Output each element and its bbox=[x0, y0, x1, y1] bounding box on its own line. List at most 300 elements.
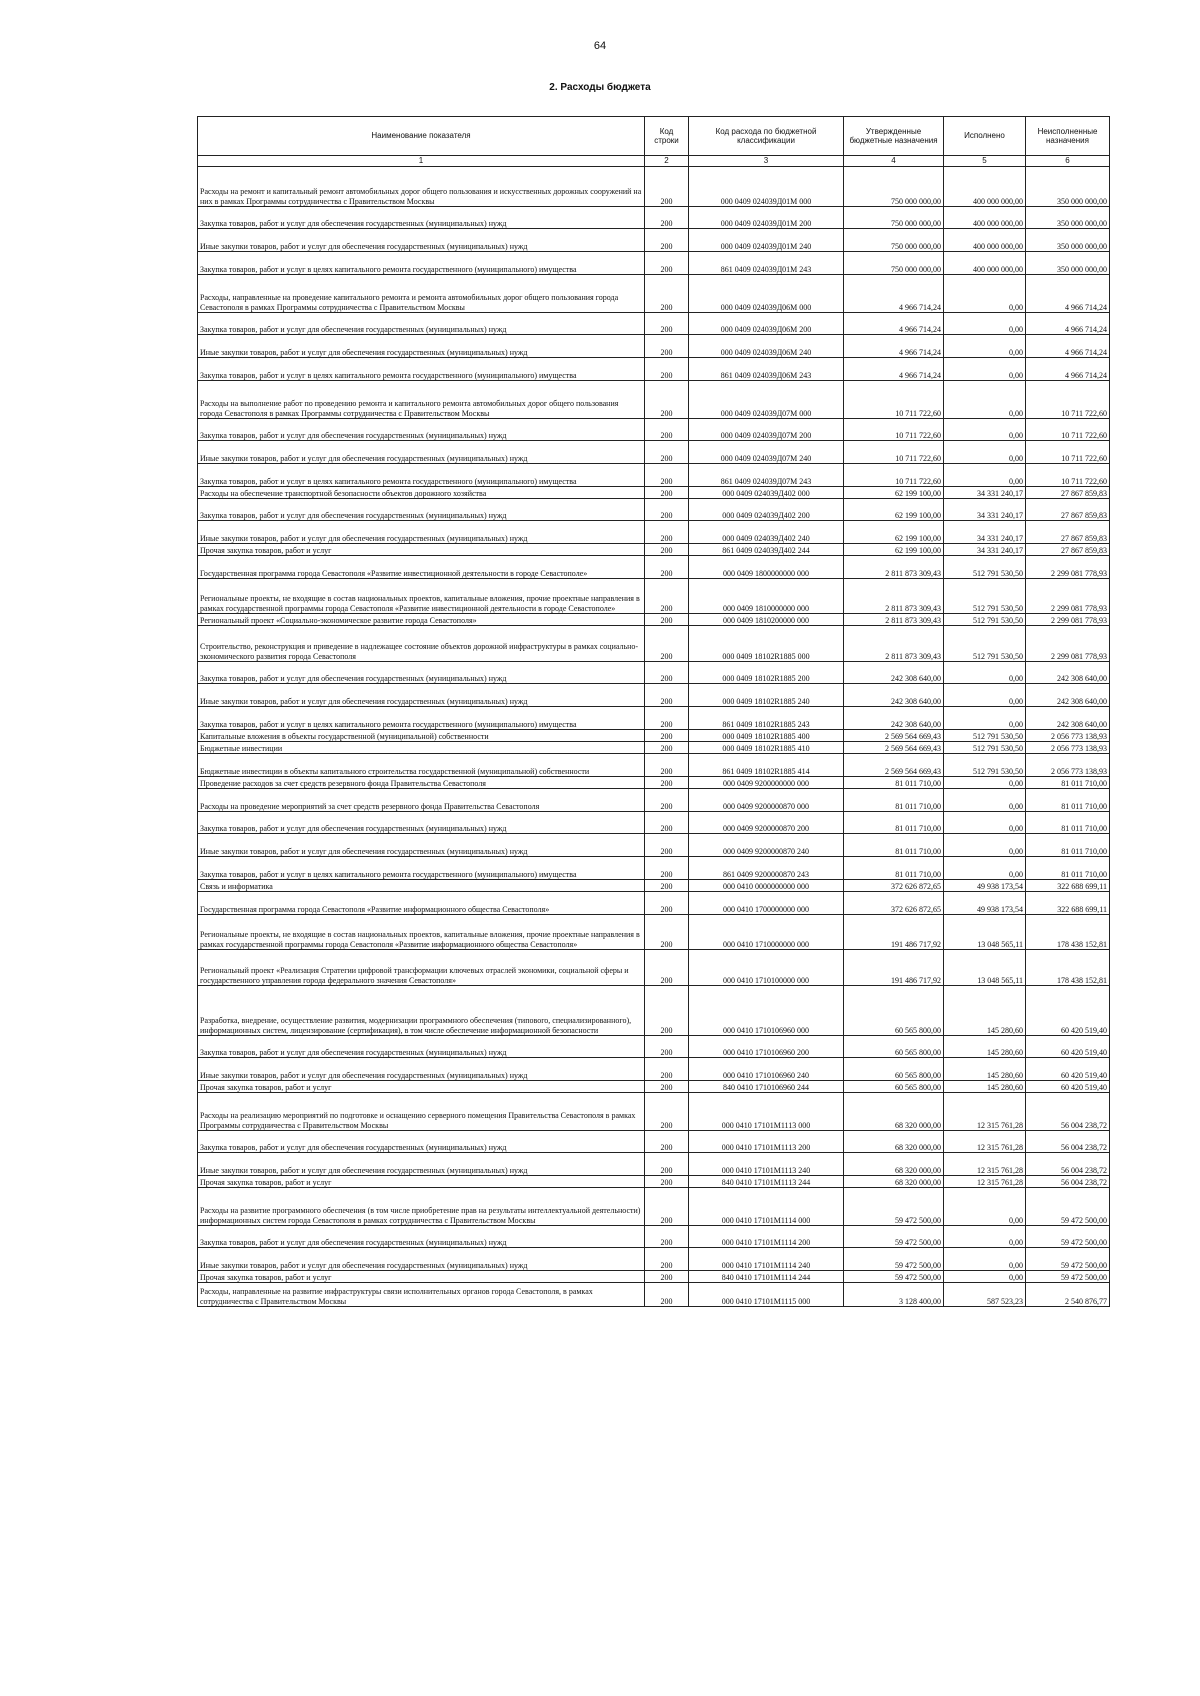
line-code-cell: 200 bbox=[645, 880, 689, 892]
line-code-cell: 200 bbox=[645, 167, 689, 207]
executed-amount-cell: 0,00 bbox=[944, 684, 1026, 707]
approved-amount-cell: 60 565 800,00 bbox=[844, 986, 944, 1036]
header-approved: Утвержденные бюджетные назначения bbox=[844, 117, 944, 156]
approved-amount-cell: 10 711 722,60 bbox=[844, 464, 944, 487]
executed-amount-cell: 13 048 565,11 bbox=[944, 915, 1026, 950]
table-body bbox=[198, 156, 1110, 1307]
column-number: 4 bbox=[844, 156, 944, 167]
approved-amount-cell: 750 000 000,00 bbox=[844, 252, 944, 275]
executed-amount-cell: 0,00 bbox=[944, 707, 1026, 730]
approved-amount-cell: 2 811 873 309,43 bbox=[844, 626, 944, 662]
table-row bbox=[198, 1093, 1110, 1131]
table-row bbox=[198, 1271, 1110, 1283]
table-row bbox=[198, 441, 1110, 464]
unexecuted-amount-cell: 60 420 519,40 bbox=[1026, 1081, 1110, 1093]
unexecuted-amount-cell: 242 308 640,00 bbox=[1026, 662, 1110, 684]
expense-code-cell: 861 0409 18102R1885 243 bbox=[689, 707, 844, 730]
line-code-cell: 200 bbox=[645, 915, 689, 950]
table-row bbox=[198, 857, 1110, 880]
expense-code-cell: 000 0409 1800000000 000 bbox=[689, 556, 844, 579]
approved-amount-cell: 191 486 717,92 bbox=[844, 950, 944, 986]
executed-amount-cell: 0,00 bbox=[944, 313, 1026, 335]
approved-amount-cell: 10 711 722,60 bbox=[844, 419, 944, 441]
table-row bbox=[198, 1081, 1110, 1093]
table-row bbox=[198, 1058, 1110, 1081]
unexecuted-amount-cell: 59 472 500,00 bbox=[1026, 1188, 1110, 1226]
expense-code-cell: 840 0410 17101М1113 244 bbox=[689, 1176, 844, 1188]
indicator-name-cell: Иные закупки товаров, работ и услуг для обеспечения государственных (муниципальных) нужд bbox=[198, 684, 645, 707]
line-code-cell: 200 bbox=[645, 892, 689, 915]
approved-amount-cell: 59 472 500,00 bbox=[844, 1271, 944, 1283]
expense-code-cell: 000 0409 9200000000 000 bbox=[689, 777, 844, 789]
unexecuted-amount-cell: 10 711 722,60 bbox=[1026, 381, 1110, 419]
executed-amount-cell: 13 048 565,11 bbox=[944, 950, 1026, 986]
expense-code-cell: 000 0409 024039Д402 000 bbox=[689, 487, 844, 499]
line-code-cell: 200 bbox=[645, 857, 689, 880]
table-row bbox=[198, 521, 1110, 544]
expense-code-cell: 000 0410 17101М1115 000 bbox=[689, 1283, 844, 1307]
expense-code-cell: 000 0409 1810200000 000 bbox=[689, 614, 844, 626]
expense-code-cell: 000 0410 1710106960 240 bbox=[689, 1058, 844, 1081]
line-code-cell: 200 bbox=[645, 579, 689, 614]
table-row bbox=[198, 335, 1110, 358]
table-row bbox=[198, 207, 1110, 229]
executed-amount-cell: 400 000 000,00 bbox=[944, 207, 1026, 229]
executed-amount-cell: 0,00 bbox=[944, 1188, 1026, 1226]
table-row bbox=[198, 275, 1110, 313]
executed-amount-cell: 512 791 530,50 bbox=[944, 742, 1026, 754]
unexecuted-amount-cell: 27 867 859,83 bbox=[1026, 487, 1110, 499]
expense-code-cell: 000 0410 17101М1114 240 bbox=[689, 1248, 844, 1271]
indicator-name-cell: Иные закупки товаров, работ и услуг для обеспечения государственных (муниципальных) нужд bbox=[198, 834, 645, 857]
unexecuted-amount-cell: 59 472 500,00 bbox=[1026, 1248, 1110, 1271]
unexecuted-amount-cell: 242 308 640,00 bbox=[1026, 707, 1110, 730]
unexecuted-amount-cell: 2 056 773 138,93 bbox=[1026, 742, 1110, 754]
approved-amount-cell: 81 011 710,00 bbox=[844, 834, 944, 857]
unexecuted-amount-cell: 2 299 081 778,93 bbox=[1026, 579, 1110, 614]
table-row bbox=[198, 1153, 1110, 1176]
indicator-name-cell: Закупка товаров, работ и услуг для обеспечения государственных (муниципальных) нужд bbox=[198, 499, 645, 521]
table-row bbox=[198, 742, 1110, 754]
approved-amount-cell: 2 569 564 669,43 bbox=[844, 730, 944, 742]
expense-code-cell: 861 0409 024039Д07М 243 bbox=[689, 464, 844, 487]
approved-amount-cell: 60 565 800,00 bbox=[844, 1081, 944, 1093]
indicator-name-cell: Закупка товаров, работ и услуг в целях капитального ремонта государственного (муниципального) имущества bbox=[198, 707, 645, 730]
unexecuted-amount-cell: 2 056 773 138,93 bbox=[1026, 730, 1110, 742]
indicator-name-cell: Иные закупки товаров, работ и услуг для обеспечения государственных (муниципальных) нужд bbox=[198, 441, 645, 464]
table-row bbox=[198, 1248, 1110, 1271]
indicator-name-cell: Расходы на ремонт и капитальный ремонт автомобильных дорог общего пользования и искусственных дорожных сооружений на них в рамках Программы сотрудничества с Правительством Москвы bbox=[198, 167, 645, 207]
table-row bbox=[198, 812, 1110, 834]
header-unexecuted: Неисполненные назначения bbox=[1026, 117, 1110, 156]
unexecuted-amount-cell: 4 966 714,24 bbox=[1026, 335, 1110, 358]
expense-code-cell: 000 0410 1700000000 000 bbox=[689, 892, 844, 915]
executed-amount-cell: 400 000 000,00 bbox=[944, 229, 1026, 252]
indicator-name-cell: Иные закупки товаров, работ и услуг для обеспечения государственных (муниципальных) нужд bbox=[198, 335, 645, 358]
line-code-cell: 200 bbox=[645, 275, 689, 313]
executed-amount-cell: 0,00 bbox=[944, 1271, 1026, 1283]
unexecuted-amount-cell: 81 011 710,00 bbox=[1026, 812, 1110, 834]
unexecuted-amount-cell: 4 966 714,24 bbox=[1026, 313, 1110, 335]
line-code-cell: 200 bbox=[645, 730, 689, 742]
line-code-cell: 200 bbox=[645, 834, 689, 857]
executed-amount-cell: 49 938 173,54 bbox=[944, 880, 1026, 892]
executed-amount-cell: 0,00 bbox=[944, 1248, 1026, 1271]
executed-amount-cell: 0,00 bbox=[944, 857, 1026, 880]
executed-amount-cell: 512 791 530,50 bbox=[944, 614, 1026, 626]
table-row bbox=[198, 880, 1110, 892]
indicator-name-cell: Региональный проект «Социально-экономическое развитие города Севастополя» bbox=[198, 614, 645, 626]
indicator-name-cell: Капитальные вложения в объекты государственной (муниципальной) собственности bbox=[198, 730, 645, 742]
executed-amount-cell: 512 791 530,50 bbox=[944, 754, 1026, 777]
approved-amount-cell: 68 320 000,00 bbox=[844, 1176, 944, 1188]
expense-code-cell: 000 0409 024039Д06М 240 bbox=[689, 335, 844, 358]
executed-amount-cell: 34 331 240,17 bbox=[944, 521, 1026, 544]
line-code-cell: 200 bbox=[645, 358, 689, 381]
executed-amount-cell: 34 331 240,17 bbox=[944, 487, 1026, 499]
unexecuted-amount-cell: 59 472 500,00 bbox=[1026, 1271, 1110, 1283]
table-row bbox=[198, 1036, 1110, 1058]
indicator-name-cell: Прочая закупка товаров, работ и услуг bbox=[198, 1176, 645, 1188]
expense-code-cell: 000 0410 17101М1113 200 bbox=[689, 1131, 844, 1153]
unexecuted-amount-cell: 350 000 000,00 bbox=[1026, 167, 1110, 207]
approved-amount-cell: 62 199 100,00 bbox=[844, 521, 944, 544]
expenses-table bbox=[197, 116, 1110, 1307]
page-number: 64 bbox=[593, 40, 607, 52]
unexecuted-amount-cell: 56 004 238,72 bbox=[1026, 1153, 1110, 1176]
approved-amount-cell: 59 472 500,00 bbox=[844, 1188, 944, 1226]
executed-amount-cell: 12 315 761,28 bbox=[944, 1153, 1026, 1176]
line-code-cell: 200 bbox=[645, 986, 689, 1036]
expense-code-cell: 000 0409 024039Д01М 240 bbox=[689, 229, 844, 252]
expense-code-cell: 000 0409 024039Д01М 200 bbox=[689, 207, 844, 229]
indicator-name-cell: Закупка товаров, работ и услуг в целях капитального ремонта государственного (муниципального) имущества bbox=[198, 358, 645, 381]
unexecuted-amount-cell: 2 299 081 778,93 bbox=[1026, 626, 1110, 662]
line-code-cell: 200 bbox=[645, 229, 689, 252]
expense-code-cell: 000 0409 024039Д07М 000 bbox=[689, 381, 844, 419]
header-expense-code: Код расхода по бюджетной классификации bbox=[689, 117, 844, 156]
expense-code-cell: 000 0410 0000000000 000 bbox=[689, 880, 844, 892]
approved-amount-cell: 60 565 800,00 bbox=[844, 1036, 944, 1058]
unexecuted-amount-cell: 322 688 699,11 bbox=[1026, 892, 1110, 915]
section-title: 2. Расходы бюджета bbox=[549, 82, 651, 93]
line-code-cell: 200 bbox=[645, 1081, 689, 1093]
unexecuted-amount-cell: 27 867 859,83 bbox=[1026, 499, 1110, 521]
indicator-name-cell: Иные закупки товаров, работ и услуг для обеспечения государственных (муниципальных) нужд bbox=[198, 1248, 645, 1271]
line-code-cell: 200 bbox=[645, 335, 689, 358]
approved-amount-cell: 62 199 100,00 bbox=[844, 499, 944, 521]
expense-code-cell: 000 0409 18102R1885 000 bbox=[689, 626, 844, 662]
executed-amount-cell: 0,00 bbox=[944, 381, 1026, 419]
indicator-name-cell: Бюджетные инвестиции в объекты капитального строительства государственной (муниципальной) собственности bbox=[198, 754, 645, 777]
approved-amount-cell: 81 011 710,00 bbox=[844, 857, 944, 880]
table-row bbox=[198, 358, 1110, 381]
executed-amount-cell: 587 523,23 bbox=[944, 1283, 1026, 1307]
header-line-code: Код строки bbox=[645, 117, 689, 156]
line-code-cell: 200 bbox=[645, 487, 689, 499]
line-code-cell: 200 bbox=[645, 789, 689, 812]
line-code-cell: 200 bbox=[645, 742, 689, 754]
indicator-name-cell: Закупка товаров, работ и услуг для обеспечения государственных (муниципальных) нужд bbox=[198, 1036, 645, 1058]
line-code-cell: 200 bbox=[645, 1093, 689, 1131]
unexecuted-amount-cell: 350 000 000,00 bbox=[1026, 207, 1110, 229]
table-row bbox=[198, 313, 1110, 335]
indicator-name-cell: Государственная программа города Севастополя «Развитие инвестиционной деятельности в городе Севастополе» bbox=[198, 556, 645, 579]
approved-amount-cell: 2 811 873 309,43 bbox=[844, 556, 944, 579]
approved-amount-cell: 68 320 000,00 bbox=[844, 1153, 944, 1176]
line-code-cell: 200 bbox=[645, 626, 689, 662]
expense-code-cell: 000 0410 17101М1113 000 bbox=[689, 1093, 844, 1131]
indicator-name-cell: Иные закупки товаров, работ и услуг для обеспечения государственных (муниципальных) нужд bbox=[198, 229, 645, 252]
line-code-cell: 200 bbox=[645, 1036, 689, 1058]
line-code-cell: 200 bbox=[645, 812, 689, 834]
approved-amount-cell: 81 011 710,00 bbox=[844, 777, 944, 789]
line-code-cell: 200 bbox=[645, 464, 689, 487]
approved-amount-cell: 3 128 400,00 bbox=[844, 1283, 944, 1307]
table-row bbox=[198, 684, 1110, 707]
table-row bbox=[198, 662, 1110, 684]
unexecuted-amount-cell: 56 004 238,72 bbox=[1026, 1093, 1110, 1131]
executed-amount-cell: 400 000 000,00 bbox=[944, 167, 1026, 207]
approved-amount-cell: 191 486 717,92 bbox=[844, 915, 944, 950]
line-code-cell: 200 bbox=[645, 544, 689, 556]
unexecuted-amount-cell: 59 472 500,00 bbox=[1026, 1226, 1110, 1248]
expense-code-cell: 000 0409 18102R1885 200 bbox=[689, 662, 844, 684]
expense-code-cell: 000 0409 024039Д01М 000 bbox=[689, 167, 844, 207]
approved-amount-cell: 81 011 710,00 bbox=[844, 812, 944, 834]
unexecuted-amount-cell: 350 000 000,00 bbox=[1026, 252, 1110, 275]
unexecuted-amount-cell: 56 004 238,72 bbox=[1026, 1131, 1110, 1153]
indicator-name-cell: Иные закупки товаров, работ и услуг для обеспечения государственных (муниципальных) нужд bbox=[198, 1058, 645, 1081]
executed-amount-cell: 12 315 761,28 bbox=[944, 1176, 1026, 1188]
unexecuted-amount-cell: 60 420 519,40 bbox=[1026, 1036, 1110, 1058]
unexecuted-amount-cell: 4 966 714,24 bbox=[1026, 358, 1110, 381]
executed-amount-cell: 145 280,60 bbox=[944, 1036, 1026, 1058]
line-code-cell: 200 bbox=[645, 441, 689, 464]
approved-amount-cell: 4 966 714,24 bbox=[844, 358, 944, 381]
table-row bbox=[198, 1226, 1110, 1248]
executed-amount-cell: 0,00 bbox=[944, 834, 1026, 857]
executed-amount-cell: 49 938 173,54 bbox=[944, 892, 1026, 915]
table-row bbox=[198, 1131, 1110, 1153]
unexecuted-amount-cell: 60 420 519,40 bbox=[1026, 1058, 1110, 1081]
expense-code-cell: 861 0409 18102R1885 414 bbox=[689, 754, 844, 777]
line-code-cell: 200 bbox=[645, 1153, 689, 1176]
approved-amount-cell: 68 320 000,00 bbox=[844, 1093, 944, 1131]
unexecuted-amount-cell: 2 299 081 778,93 bbox=[1026, 614, 1110, 626]
table-row bbox=[198, 381, 1110, 419]
approved-amount-cell: 372 626 872,65 bbox=[844, 880, 944, 892]
indicator-name-cell: Закупка товаров, работ и услуг для обеспечения государственных (муниципальных) нужд bbox=[198, 419, 645, 441]
table-row bbox=[198, 707, 1110, 730]
expense-code-cell: 000 0409 9200000870 200 bbox=[689, 812, 844, 834]
indicator-name-cell: Расходы на развитие программного обеспечения (в том числе приобретение прав на результаты интеллектуальной деятельности) информационных систем города Севастополя в рамках сотрудничества с Правительством Москвы bbox=[198, 1188, 645, 1226]
unexecuted-amount-cell: 242 308 640,00 bbox=[1026, 684, 1110, 707]
table-row bbox=[198, 499, 1110, 521]
unexecuted-amount-cell: 2 056 773 138,93 bbox=[1026, 754, 1110, 777]
line-code-cell: 200 bbox=[645, 1248, 689, 1271]
indicator-name-cell: Закупка товаров, работ и услуг для обеспечения государственных (муниципальных) нужд bbox=[198, 313, 645, 335]
executed-amount-cell: 0,00 bbox=[944, 419, 1026, 441]
executed-amount-cell: 0,00 bbox=[944, 777, 1026, 789]
indicator-name-cell: Связь и информатика bbox=[198, 880, 645, 892]
table-row bbox=[198, 834, 1110, 857]
indicator-name-cell: Закупка товаров, работ и услуг в целях капитального ремонта государственного (муниципального) имущества bbox=[198, 857, 645, 880]
executed-amount-cell: 0,00 bbox=[944, 441, 1026, 464]
unexecuted-amount-cell: 27 867 859,83 bbox=[1026, 521, 1110, 544]
expense-code-cell: 861 0409 024039Д01М 243 bbox=[689, 252, 844, 275]
table-row bbox=[198, 579, 1110, 614]
indicator-name-cell: Расходы на реализацию мероприятий по подготовке и оснащению серверного помещения Правительства Севастополя в рамках Программы сотрудничества с Правительством Москвы bbox=[198, 1093, 645, 1131]
executed-amount-cell: 145 280,60 bbox=[944, 1081, 1026, 1093]
table-row bbox=[198, 950, 1110, 986]
expense-code-cell: 000 0410 1710106960 200 bbox=[689, 1036, 844, 1058]
executed-amount-cell: 145 280,60 bbox=[944, 1058, 1026, 1081]
column-number: 1 bbox=[198, 156, 645, 167]
table-row bbox=[198, 556, 1110, 579]
table-row bbox=[198, 1176, 1110, 1188]
line-code-cell: 200 bbox=[645, 614, 689, 626]
line-code-cell: 200 bbox=[645, 313, 689, 335]
indicator-name-cell: Закупка товаров, работ и услуг для обеспечения государственных (муниципальных) нужд bbox=[198, 662, 645, 684]
table-row bbox=[198, 777, 1110, 789]
executed-amount-cell: 12 315 761,28 bbox=[944, 1093, 1026, 1131]
line-code-cell: 200 bbox=[645, 1188, 689, 1226]
unexecuted-amount-cell: 81 011 710,00 bbox=[1026, 834, 1110, 857]
approved-amount-cell: 2 811 873 309,43 bbox=[844, 579, 944, 614]
column-number: 6 bbox=[1026, 156, 1110, 167]
expense-code-cell: 000 0409 024039Д07М 240 bbox=[689, 441, 844, 464]
unexecuted-amount-cell: 10 711 722,60 bbox=[1026, 419, 1110, 441]
table-row bbox=[198, 464, 1110, 487]
expense-code-cell: 000 0409 024039Д06М 200 bbox=[689, 313, 844, 335]
approved-amount-cell: 242 308 640,00 bbox=[844, 662, 944, 684]
header-indicator-name: Наименование показателя bbox=[198, 117, 645, 156]
indicator-name-cell: Региональный проект «Реализация Стратегии цифровой трансформации ключевых отраслей экономики, социальной сферы и государственного управления города федерального значения Севастополя» bbox=[198, 950, 645, 986]
column-number: 2 bbox=[645, 156, 689, 167]
column-numbers-row bbox=[198, 156, 1110, 167]
line-code-cell: 200 bbox=[645, 754, 689, 777]
executed-amount-cell: 34 331 240,17 bbox=[944, 544, 1026, 556]
unexecuted-amount-cell: 178 438 152,81 bbox=[1026, 950, 1110, 986]
expense-code-cell: 000 0410 17101М1113 240 bbox=[689, 1153, 844, 1176]
table-row bbox=[198, 1188, 1110, 1226]
expense-code-cell: 000 0409 024039Д06М 000 bbox=[689, 275, 844, 313]
table-row bbox=[198, 487, 1110, 499]
expense-code-cell: 000 0409 024039Д402 200 bbox=[689, 499, 844, 521]
expense-code-cell: 000 0409 18102R1885 240 bbox=[689, 684, 844, 707]
executed-amount-cell: 0,00 bbox=[944, 662, 1026, 684]
line-code-cell: 200 bbox=[645, 252, 689, 275]
approved-amount-cell: 4 966 714,24 bbox=[844, 335, 944, 358]
line-code-cell: 200 bbox=[645, 707, 689, 730]
executed-amount-cell: 512 791 530,50 bbox=[944, 626, 1026, 662]
expense-code-cell: 000 0409 9200000870 000 bbox=[689, 789, 844, 812]
line-code-cell: 200 bbox=[645, 1283, 689, 1307]
approved-amount-cell: 242 308 640,00 bbox=[844, 707, 944, 730]
indicator-name-cell: Расходы, направленные на проведение капитального ремонта и ремонта автомобильных дорог общего пользования города Севастополя в рамках Программы сотрудничества с Правительством Москвы bbox=[198, 275, 645, 313]
unexecuted-amount-cell: 2 540 876,77 bbox=[1026, 1283, 1110, 1307]
line-code-cell: 200 bbox=[645, 521, 689, 544]
indicator-name-cell: Прочая закупка товаров, работ и услуг bbox=[198, 1081, 645, 1093]
line-code-cell: 200 bbox=[645, 1176, 689, 1188]
table-row bbox=[198, 614, 1110, 626]
executed-amount-cell: 0,00 bbox=[944, 358, 1026, 381]
approved-amount-cell: 372 626 872,65 bbox=[844, 892, 944, 915]
unexecuted-amount-cell: 2 299 081 778,93 bbox=[1026, 556, 1110, 579]
indicator-name-cell: Закупка товаров, работ и услуг для обеспечения государственных (муниципальных) нужд bbox=[198, 1131, 645, 1153]
unexecuted-amount-cell: 322 688 699,11 bbox=[1026, 880, 1110, 892]
executed-amount-cell: 512 791 530,50 bbox=[944, 730, 1026, 742]
executed-amount-cell: 512 791 530,50 bbox=[944, 556, 1026, 579]
indicator-name-cell: Прочая закупка товаров, работ и услуг bbox=[198, 544, 645, 556]
table-row bbox=[198, 730, 1110, 742]
table-row bbox=[198, 1283, 1110, 1307]
line-code-cell: 200 bbox=[645, 1058, 689, 1081]
approved-amount-cell: 4 966 714,24 bbox=[844, 275, 944, 313]
line-code-cell: 200 bbox=[645, 662, 689, 684]
line-code-cell: 200 bbox=[645, 777, 689, 789]
table-row bbox=[198, 915, 1110, 950]
expense-code-cell: 840 0410 17101М1114 244 bbox=[689, 1271, 844, 1283]
unexecuted-amount-cell: 4 966 714,24 bbox=[1026, 275, 1110, 313]
line-code-cell: 200 bbox=[645, 207, 689, 229]
approved-amount-cell: 2 811 873 309,43 bbox=[844, 614, 944, 626]
unexecuted-amount-cell: 56 004 238,72 bbox=[1026, 1176, 1110, 1188]
expense-code-cell: 000 0410 17101М1114 200 bbox=[689, 1226, 844, 1248]
indicator-name-cell: Строительство, реконструкция и приведение в надлежащее состояние объектов дорожной инфраструктуры в рамках социально-экономического развития города Севастополя bbox=[198, 626, 645, 662]
table-header-row bbox=[198, 117, 1110, 156]
executed-amount-cell: 0,00 bbox=[944, 789, 1026, 812]
expense-code-cell: 861 0409 024039Д06М 243 bbox=[689, 358, 844, 381]
approved-amount-cell: 750 000 000,00 bbox=[844, 207, 944, 229]
approved-amount-cell: 62 199 100,00 bbox=[844, 487, 944, 499]
executed-amount-cell: 34 331 240,17 bbox=[944, 499, 1026, 521]
indicator-name-cell: Прочая закупка товаров, работ и услуг bbox=[198, 1271, 645, 1283]
approved-amount-cell: 81 011 710,00 bbox=[844, 789, 944, 812]
expense-code-cell: 861 0409 024039Д402 244 bbox=[689, 544, 844, 556]
expense-code-cell: 000 0410 1710000000 000 bbox=[689, 915, 844, 950]
table-row bbox=[198, 544, 1110, 556]
indicator-name-cell: Иные закупки товаров, работ и услуг для обеспечения государственных (муниципальных) нужд bbox=[198, 521, 645, 544]
indicator-name-cell: Закупка товаров, работ и услуг в целях капитального ремонта государственного (муниципального) имущества bbox=[198, 252, 645, 275]
unexecuted-amount-cell: 81 011 710,00 bbox=[1026, 777, 1110, 789]
line-code-cell: 200 bbox=[645, 556, 689, 579]
indicator-name-cell: Проведение расходов за счет средств резервного фонда Правительства Севастополя bbox=[198, 777, 645, 789]
unexecuted-amount-cell: 10 711 722,60 bbox=[1026, 464, 1110, 487]
indicator-name-cell: Расходы на проведение мероприятий за счет средств резервного фонда Правительства Севастополя bbox=[198, 789, 645, 812]
line-code-cell: 200 bbox=[645, 1226, 689, 1248]
executed-amount-cell: 0,00 bbox=[944, 275, 1026, 313]
approved-amount-cell: 62 199 100,00 bbox=[844, 544, 944, 556]
header-executed: Исполнено bbox=[944, 117, 1026, 156]
table-row bbox=[198, 626, 1110, 662]
line-code-cell: 200 bbox=[645, 684, 689, 707]
unexecuted-amount-cell: 10 711 722,60 bbox=[1026, 441, 1110, 464]
line-code-cell: 200 bbox=[645, 1131, 689, 1153]
table-row bbox=[198, 986, 1110, 1036]
indicator-name-cell: Бюджетные инвестиции bbox=[198, 742, 645, 754]
executed-amount-cell: 0,00 bbox=[944, 1226, 1026, 1248]
indicator-name-cell: Расходы на обеспечение транспортной безопасности объектов дорожного хозяйства bbox=[198, 487, 645, 499]
expense-code-cell: 000 0409 024039Д402 240 bbox=[689, 521, 844, 544]
unexecuted-amount-cell: 27 867 859,83 bbox=[1026, 544, 1110, 556]
indicator-name-cell: Закупка товаров, работ и услуг для обеспечения государственных (муниципальных) нужд bbox=[198, 812, 645, 834]
executed-amount-cell: 0,00 bbox=[944, 335, 1026, 358]
expense-code-cell: 000 0409 024039Д07М 200 bbox=[689, 419, 844, 441]
expense-code-cell: 000 0410 1710100000 000 bbox=[689, 950, 844, 986]
approved-amount-cell: 60 565 800,00 bbox=[844, 1058, 944, 1081]
